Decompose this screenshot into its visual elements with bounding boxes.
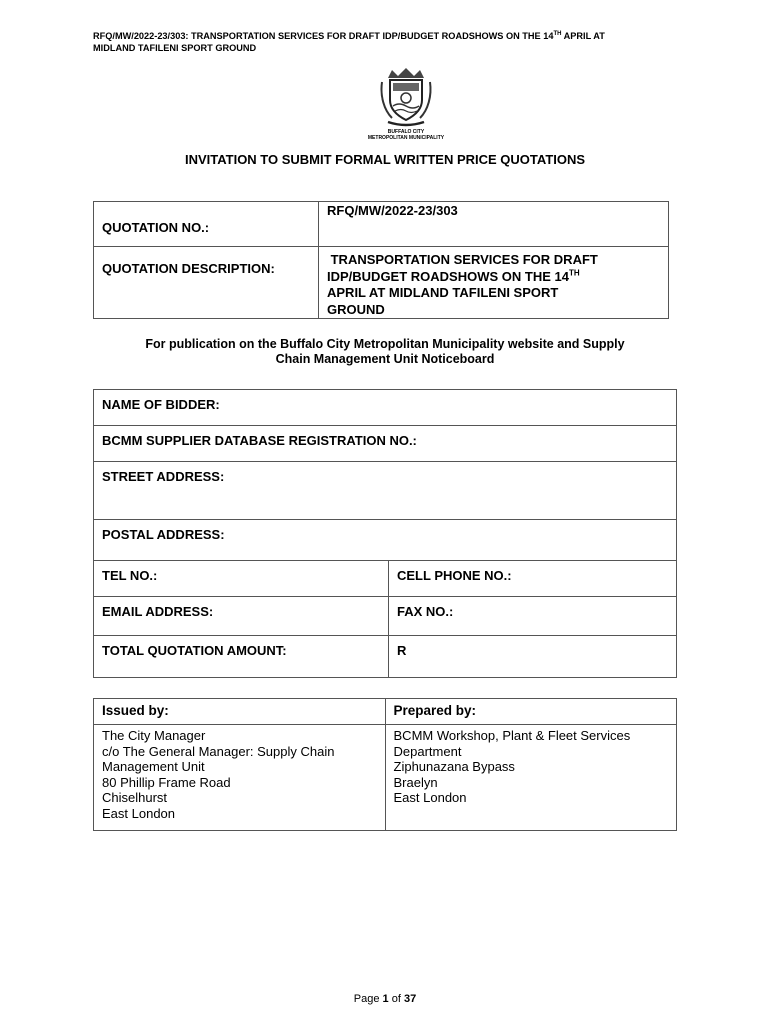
logo-caption-1: BUFFALO CITY — [387, 129, 425, 135]
label-text: QUOTATION NO.: — [102, 220, 210, 235]
street-address-field[interactable]: STREET ADDRESS: — [94, 462, 677, 520]
issued-prepared-table — [93, 698, 677, 831]
issued-by-heading: Issued by: — [94, 699, 386, 725]
header-text-end: APRIL AT — [561, 31, 605, 41]
quotation-table — [93, 201, 669, 319]
page-title: INVITATION TO SUBMIT FORMAL WRITTEN PRICE QUOTATIONS — [184, 152, 586, 167]
postal-address-field[interactable]: POSTAL ADDRESS: — [94, 520, 677, 561]
description-text: IDP/BUDGET ROADSHOWS ON THE 14 — [327, 268, 569, 284]
quotation-description-label — [94, 247, 319, 319]
prepared-line: East London — [393, 790, 467, 805]
page-separator: of — [388, 993, 404, 1005]
publication-line: Chain Management Unit Noticeboard — [275, 352, 495, 366]
logo-caption-2: METROPOLITAN MUNICIPALITY — [367, 135, 445, 141]
total-quotation-amount-label: TOTAL QUOTATION AMOUNT: — [94, 636, 389, 678]
prepared-line: Braelyn — [393, 774, 438, 790]
coat-of-arms-icon — [378, 66, 434, 128]
label-text: QUOTATION DESCRIPTION: — [102, 261, 275, 276]
table-row — [94, 462, 677, 520]
table-row — [94, 561, 677, 597]
table-row — [94, 202, 669, 247]
description-line: GROUND — [327, 301, 385, 317]
table-row — [94, 699, 677, 725]
running-header — [93, 30, 693, 54]
description-superscript: TH — [568, 268, 580, 278]
prepared-line: BCMM Workshop, Plant & Fleet Services — [393, 728, 631, 743]
table-row — [94, 597, 677, 636]
email-address-field[interactable]: EMAIL ADDRESS: — [94, 597, 389, 636]
header-line-2: MIDLAND TAFILENI SPORT GROUND — [93, 43, 257, 53]
issued-line: 80 Phillip Frame Road — [102, 774, 231, 790]
publication-line: For publication on the Buffalo City Metropolitan Municipality website and Supply — [145, 337, 625, 351]
description-line — [327, 269, 668, 286]
cell-phone-field[interactable]: CELL PHONE NO.: — [389, 561, 677, 597]
table-row — [94, 520, 677, 561]
bcmm-logo — [360, 66, 452, 144]
prepared-line: Ziphunazana Bypass — [393, 759, 515, 774]
current-page: 1 — [382, 993, 389, 1005]
supplier-registration-field[interactable]: BCMM SUPPLIER DATABASE REGISTRATION NO.: — [94, 426, 677, 462]
table-row — [94, 247, 669, 319]
quotation-number-label — [94, 202, 319, 247]
issued-line: East London — [102, 805, 176, 821]
fax-no-field[interactable]: FAX NO.: — [389, 597, 677, 636]
header-line-1 — [93, 30, 693, 42]
bidder-details-table — [93, 389, 677, 678]
table-row — [94, 725, 677, 831]
description-line: TRANSPORTATION SERVICES FOR DRAFT — [327, 252, 598, 267]
prepared-by-details — [385, 725, 676, 831]
quotation-description-value — [319, 247, 669, 319]
table-row — [94, 636, 677, 678]
publication-note — [93, 337, 677, 367]
prepared-by-heading: Prepared by: — [385, 699, 676, 725]
bidder-name-field[interactable]: NAME OF BIDDER: — [94, 390, 677, 426]
tel-no-field[interactable]: TEL NO.: — [94, 561, 389, 597]
description-line: APRIL AT MIDLAND TAFILENI SPORT — [327, 285, 559, 300]
table-row — [94, 390, 677, 426]
quotation-number-value: RFQ/MW/2022-23/303 — [319, 202, 669, 247]
header-text: RFQ/MW/2022-23/303: TRANSPORTATION SERVICES FOR DRAFT IDP/BUDGET ROADSHOWS ON THE 14 — [93, 31, 554, 41]
page-number — [0, 993, 770, 1005]
total-quotation-amount-field[interactable]: R — [389, 636, 677, 678]
page-prefix: Page — [353, 993, 383, 1005]
issued-line: c/o The General Manager: Supply Chain — [102, 743, 335, 759]
issued-line: The City Manager — [102, 728, 206, 743]
issued-line: Chiselhurst — [102, 790, 168, 805]
prepared-line: Department — [393, 743, 462, 759]
header-superscript: TH — [553, 30, 562, 37]
table-row — [94, 426, 677, 462]
issued-line: Management Unit — [102, 759, 205, 774]
total-pages: 37 — [403, 993, 417, 1005]
issued-by-details — [94, 725, 386, 831]
